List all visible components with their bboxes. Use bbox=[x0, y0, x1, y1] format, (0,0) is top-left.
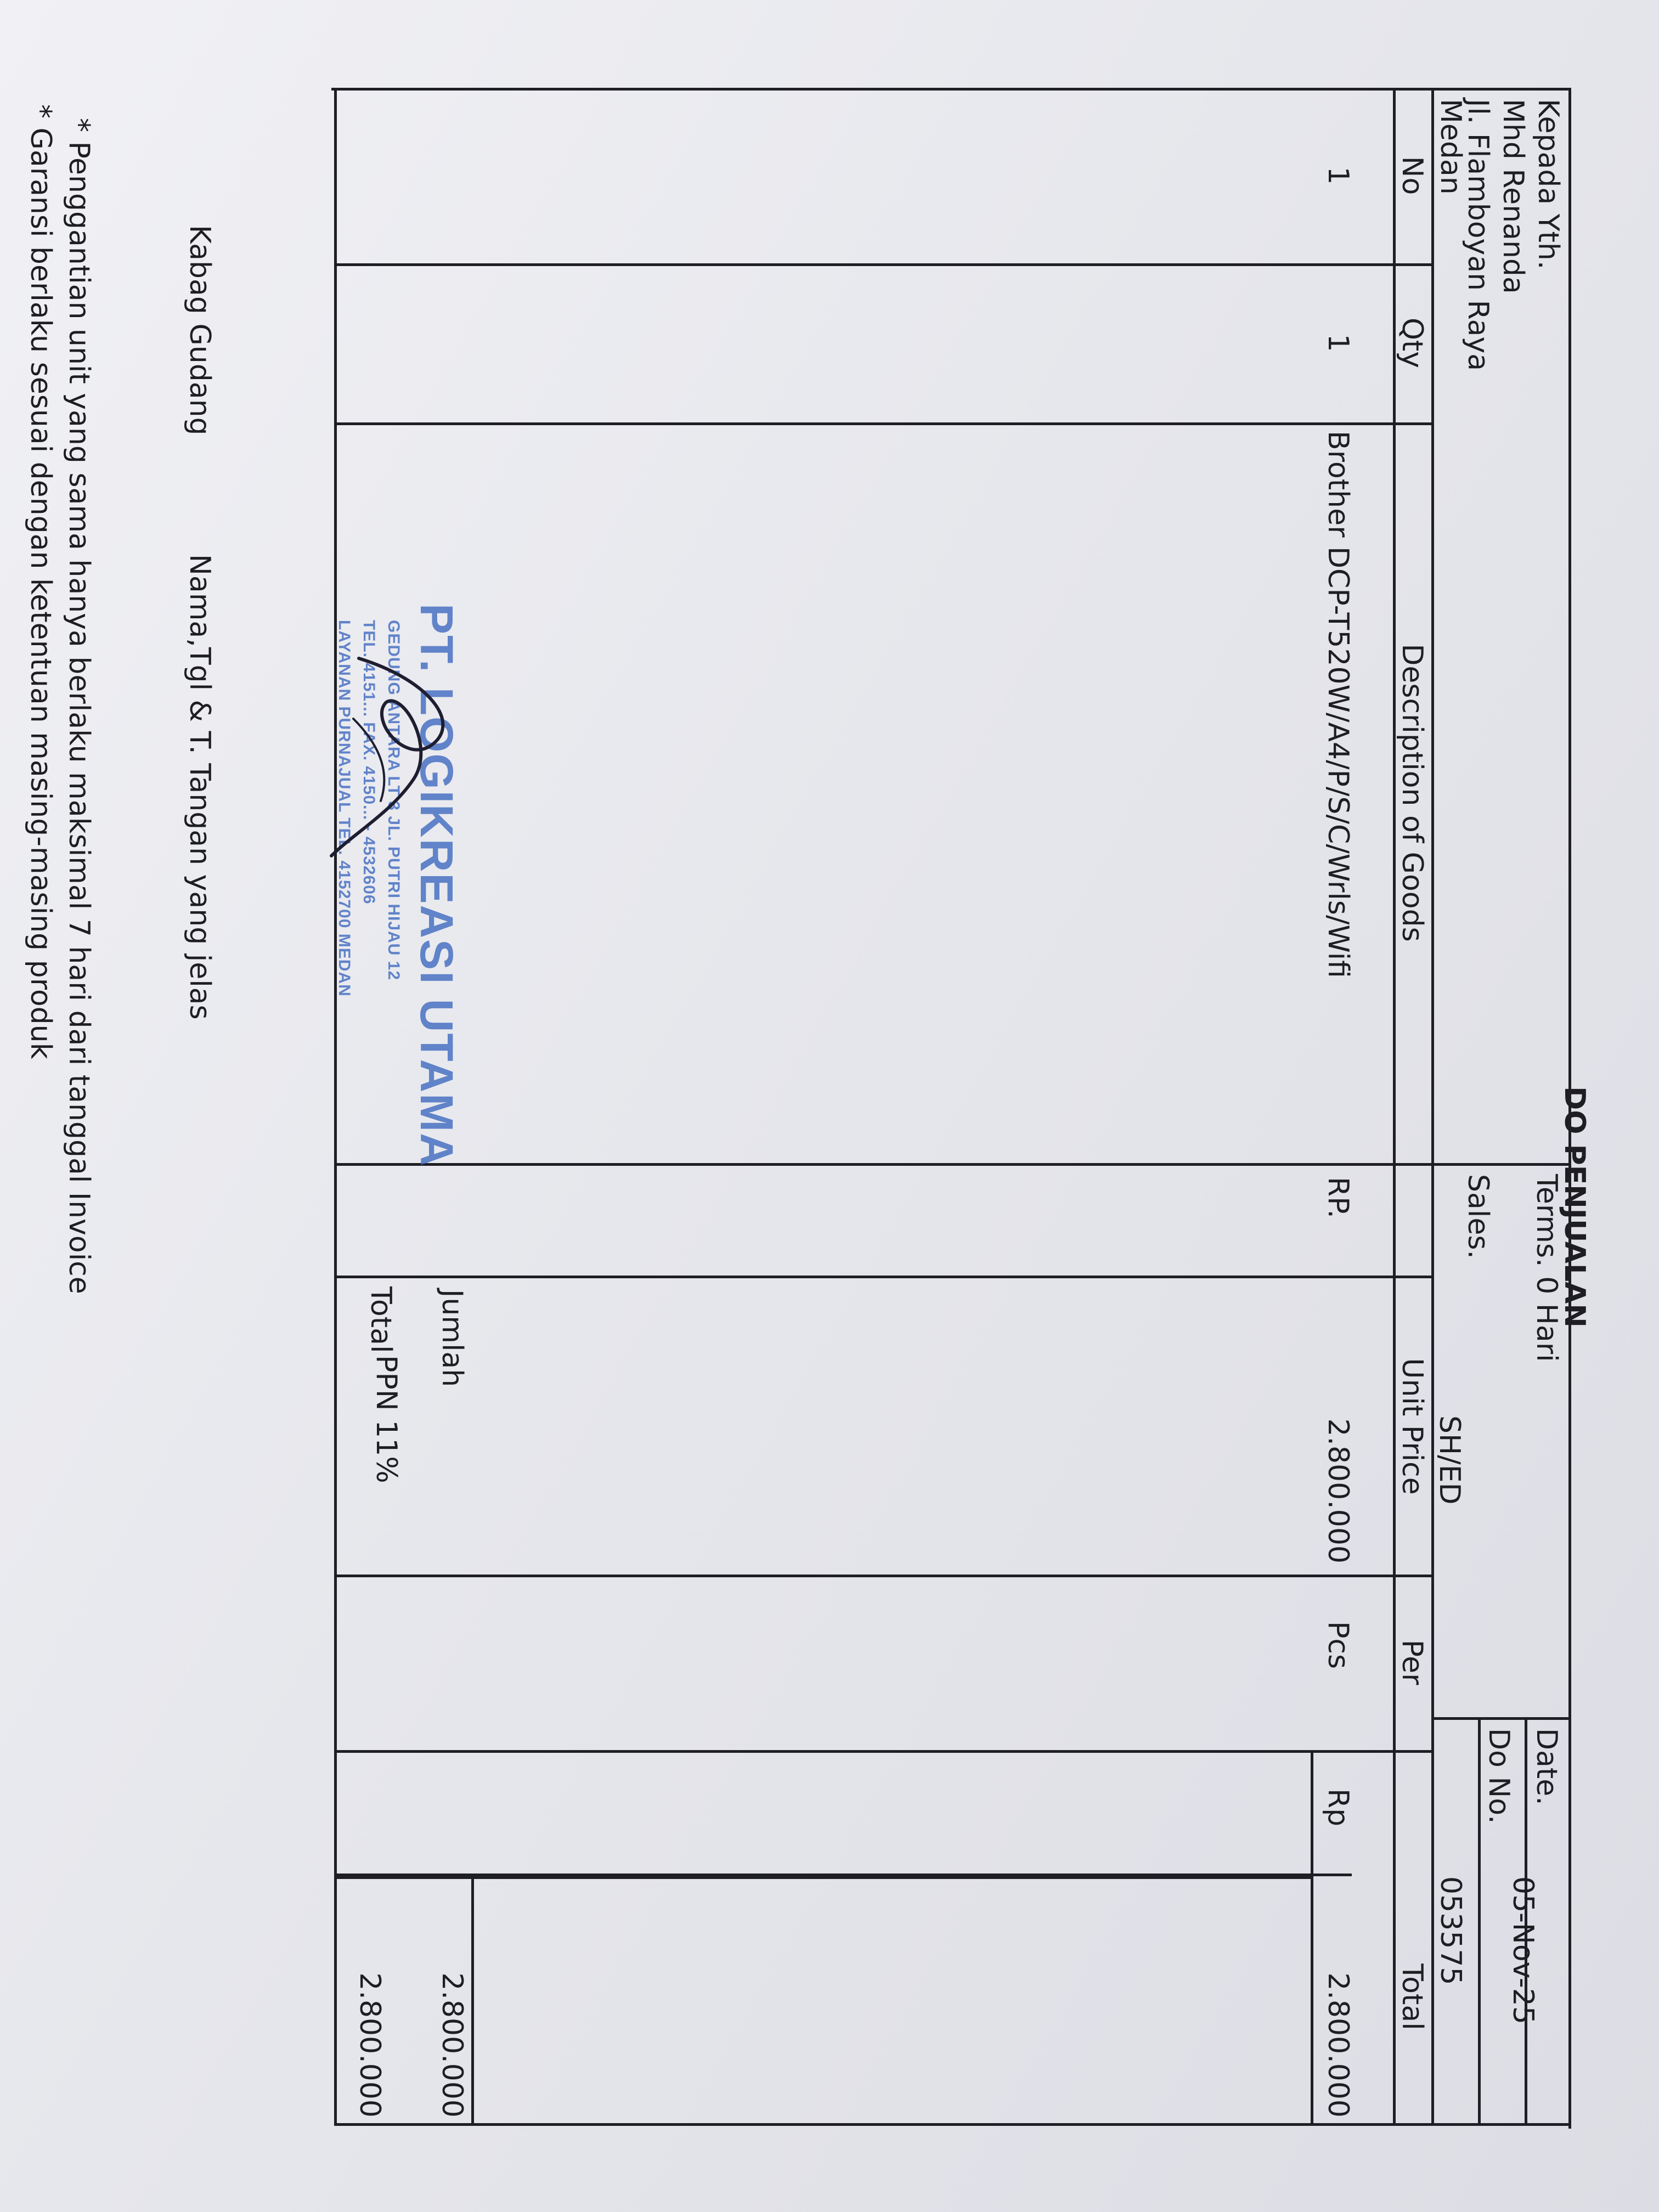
note-warranty: * Garansi berlaku sesuai dengan ketentuan masing-masing produk bbox=[24, 104, 57, 1059]
row-1-description: Brother DCP-T520W/A4/P/S/C/Wrls/Wifi bbox=[1322, 431, 1355, 978]
handwritten-signature bbox=[298, 636, 496, 867]
summary-top-line bbox=[1311, 1750, 1313, 2126]
stamp-address-line: GEDUNG ANTARA LT 3 JL. PUTRI HIJAU 12 bbox=[385, 620, 403, 981]
row-1-total: 2.800.000 bbox=[1322, 1972, 1355, 2118]
signature-role: Kabag Gudang bbox=[183, 225, 216, 436]
table-header-border bbox=[1393, 88, 1396, 2126]
header-unit-price: Unit Price bbox=[1396, 1358, 1429, 1495]
column-divider-price-per bbox=[337, 1575, 1434, 1577]
column-divider-description-price bbox=[337, 1163, 1434, 1166]
column-divider-no-qty bbox=[337, 263, 1434, 266]
recipient-heading: Kepada Yth. bbox=[1532, 99, 1565, 270]
row-1-per: Pcs bbox=[1322, 1621, 1355, 1669]
column-divider-per-total bbox=[337, 1750, 1434, 1753]
header-dono-underline bbox=[1478, 1717, 1481, 2126]
header-top-border bbox=[1568, 88, 1571, 2129]
summary-jumlah-value: 2.800.000 bbox=[436, 1972, 469, 2118]
summary-value-divider bbox=[337, 1876, 1313, 1879]
table-top-border bbox=[1431, 88, 1434, 2126]
summary-ppn-label: PPN 11% bbox=[370, 1355, 403, 1483]
column-divider-currency-price bbox=[337, 1276, 1434, 1278]
document-title: DO PENJUALAN bbox=[1558, 1086, 1591, 1328]
header-per: Per bbox=[1396, 1639, 1429, 1685]
header-no: No bbox=[1396, 156, 1429, 195]
summary-total-label: Total bbox=[364, 1286, 397, 1353]
shed-label: SH/ED bbox=[1433, 1415, 1466, 1505]
row-1-unit-price: 2.800.000 bbox=[1322, 1418, 1355, 1564]
header-total: Total bbox=[1396, 1963, 1429, 2030]
summary-jumlah-label: Jumlah bbox=[436, 1289, 469, 1387]
stamp-phone-line: TEL. 4151... FAX. 4150... - 4532606 bbox=[360, 620, 378, 905]
recipient-city: Medan bbox=[1434, 99, 1467, 195]
header-description: Description of Goods bbox=[1396, 644, 1429, 942]
do-no-value: 053575 bbox=[1434, 1876, 1467, 1985]
summary-total-value: 2.800.000 bbox=[353, 1972, 386, 2118]
summary-middle-line bbox=[471, 1876, 474, 2126]
row-1-no: 1 bbox=[1322, 166, 1355, 185]
sales-label: Sales. bbox=[1462, 1174, 1494, 1259]
stamp-service-line: LAYANAN PURNAJUAL TEL. 4152700 MEDAN bbox=[335, 620, 353, 997]
header-qty: Qty bbox=[1396, 317, 1429, 369]
row-1-qty: 1 bbox=[1322, 334, 1355, 352]
date-label: Date. bbox=[1530, 1728, 1563, 1805]
frame-right-border bbox=[337, 2123, 1571, 2126]
row-1-currency: RP. bbox=[1322, 1177, 1355, 1218]
frame-left-border bbox=[331, 88, 1571, 91]
terms-label: Terms. 0 Hari bbox=[1530, 1174, 1563, 1362]
column-divider-qty-description bbox=[337, 422, 1434, 425]
do-no-label: Do No. bbox=[1482, 1728, 1515, 1824]
stamp-company-name: PT. LOGIKREASI UTAMA bbox=[411, 603, 462, 1167]
signature-instruction: Nama,Tgl & T. Tangan yang jelas bbox=[183, 554, 216, 1020]
recipient-name: Mhd Renanda bbox=[1497, 99, 1530, 294]
row-1-total-currency: Rp bbox=[1322, 1788, 1355, 1827]
header-divider-date bbox=[1434, 1717, 1571, 1720]
note-replacement: * Penggantian unit yang sama hanya berlaku maksimal 7 hari dari tanggal Invoice bbox=[63, 118, 95, 1294]
recipient-address: Jl. Flamboyan Raya bbox=[1462, 99, 1494, 371]
date-value: 05-Nov-25 bbox=[1506, 1876, 1539, 2024]
header-divider-terms bbox=[1434, 1163, 1571, 1166]
